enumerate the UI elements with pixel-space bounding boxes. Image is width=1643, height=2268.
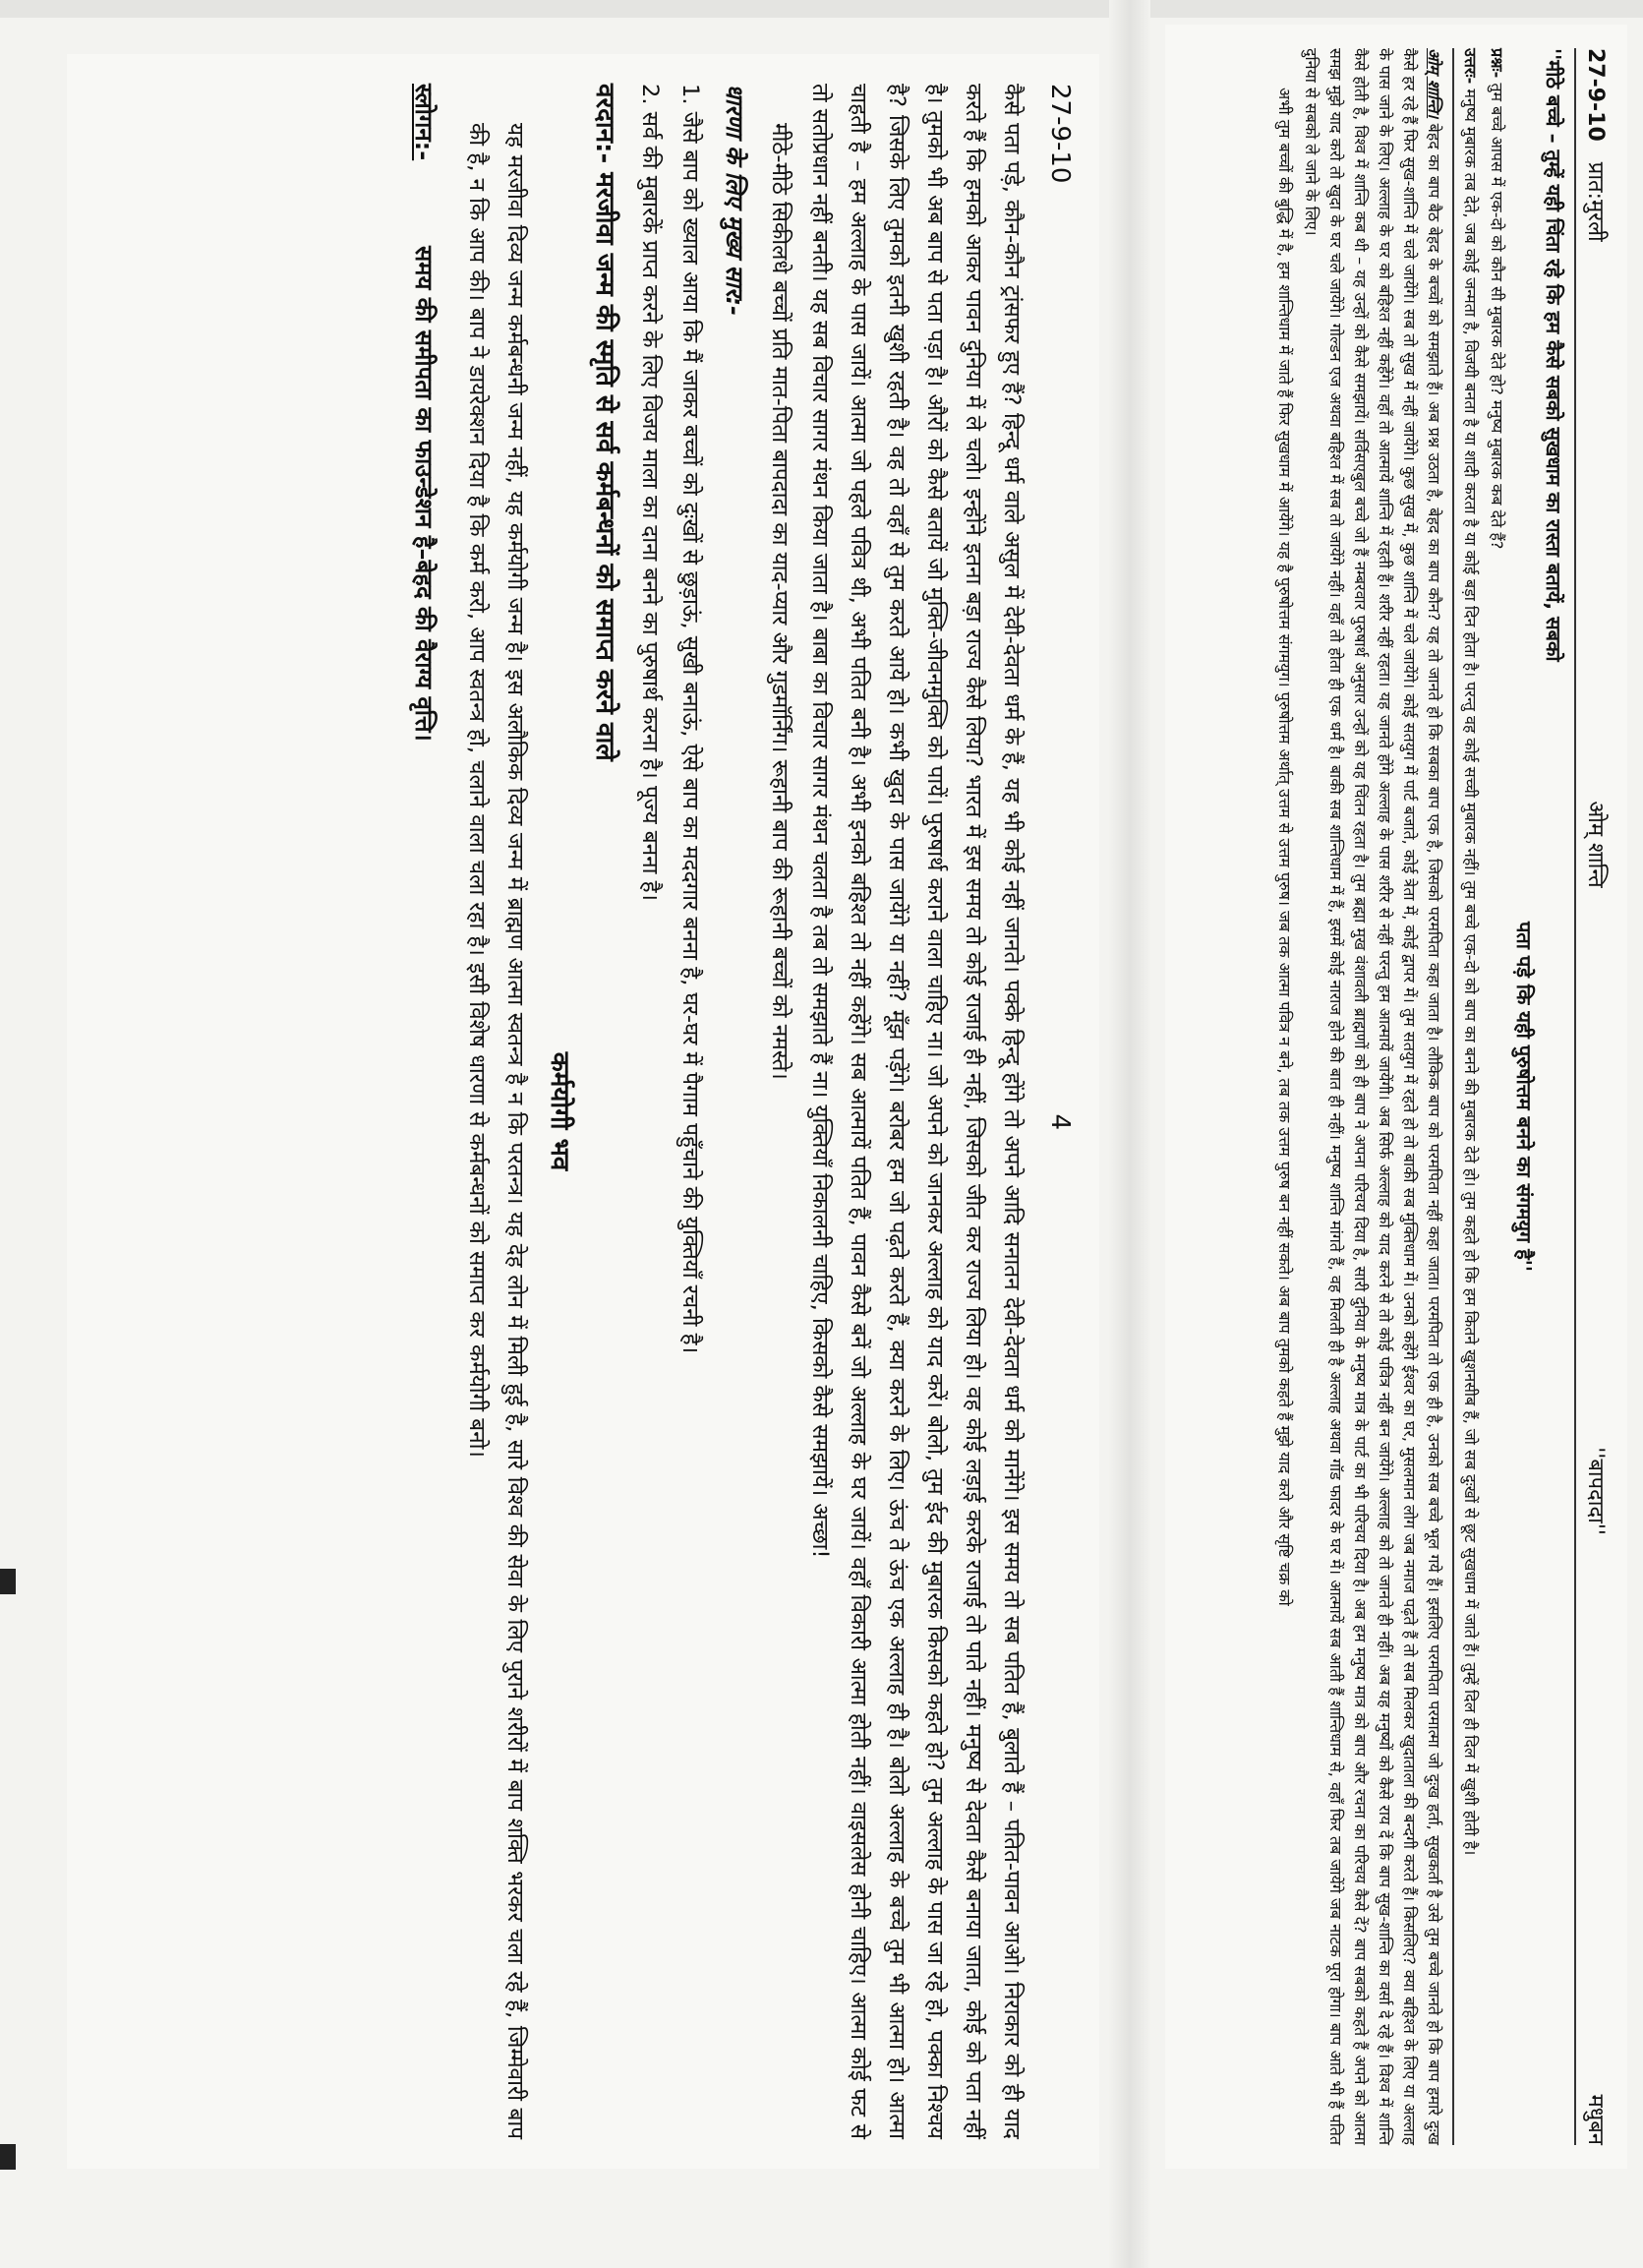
dharna-point: 2. सर्व की मुबारकें प्राप्त करने के लिए विजय माला का दाना बनने का पुरुषार्थ करना है। पूज्य बनना है। [637, 84, 663, 902]
prashn-label: प्रश्नः- [1488, 48, 1506, 79]
scan-edge-mark [0, 1569, 16, 1594]
murli-type: प्रात:मुरली [1583, 161, 1608, 242]
right-paragraph: बेहद का बाप बैठ बेहद के बच्चों को समझाते हैं। अब प्रश्न उठता है, बेहद का बाप कौन? यह तो जानते हो कि सबका बाप एक है, जिसको परमपिता कहा जाता है। लौकिक बाप को परमपिता नहीं कहा जाता। परमपिता तो एक ही है, उनको सब बच्चे भूल गये हैं। इसलिए परमपिता परमात्मा जो दुःख हर्ता, सुखकर्ता है उसे तुम बच्चे जानते हो कि बाप हमारे दुःख कैसे हर रहे हैं फिर सुख-शान्ति में चले जायेंगे। सब तो सुख में नहीं जायेंगे। कुछ सुख में, कुछ शान्ति में चले जायेंगे। कोई सतयुग में पार्ट बजाते, कोई त्रेता में, कोई द्वापर में। तुम सतयुग में रहते हो तो बाकी सब मुक्तिधाम में। उनको कहेंगे ईश्वर का घर, मुसलमान लोग जब नमाज पढ़ते हैं तो सब मिलकर खुदाताला की बन्दगी करते हैं। किसलिए? क्या बहिश्त के लिए या अल्लाह के पास जाने के लिए। अल्लाह के घर को बहिश्त नहीं कहेंगे। वहाँ तो आत्मायें शान्ति में रहती हैं। शरीर नहीं रहता। यह जानते होंगे अल्लाह के पास शरीर से नहीं परन्तु हम आत्मायें जायेंगी। अब सिर्फ अल्लाह को याद करने से तो कोई पवित्र नहीं बन जायेंगे। अल्लाह को तो जानते ही नहीं। अब यह मनुष्यों को कैसे राय दें कि बाप सुख-शान्ति का वर्सा दे रहे हैं। विश्व में शान्ति कैसे होती है, विश्व में शान्ति कब थी – यह उन्हों को कैसे समझायें। सर्विसएबुल बच्चे जो हैं नम्बरवार पुरुषार्थ अनुसार उन्हों को यह चिंतन रहता है। तुम ब्रह्मा मुख वंशावली ब्राह्मणों को ही बाप ने अपना परिचय दिया है, सारी दुनिया के मनुष्य मात्र के पार्ट का भी परिचय दिया है। अब हम मनुष्य मात्र को बाप और रचना का परिचय कैसे दें? बाप सबको कहते हैं अपने को आत्मा समझ मुझे याद करो तो खुदा के घर चले जायेंगे। गोल्डन एज अथवा बहिश्त में सब तो जायेंगे नहीं। वहाँ तो होता ही एक धर्म है। बाकी सब शान्तिधाम में हैं, इसमें कोई नाराज होने की बात ही नहीं। मनुष्य शान्ति मांगते हैं, वह मिलती ही है अल्लाह अथवा गॉड फादर के घर में। आत्मायें सब आती हैं शान्तिधाम से, वहाँ फिर तब जायेंगे जब नाटक पूरा होगा। बाप आते भी हैं पतित दुनिया से सबको ले जाने के लिए। [1302, 48, 1443, 2146]
murli-title-line2: पता पड़े कि यही पुरुषोत्तम बनने का संगमयुग है'' [1512, 921, 1536, 1273]
vardaan-heading-line2: कर्मयोगी भव [545, 1051, 574, 1171]
right-paragraph: अभी तुम बच्चों की बुद्धि में है, हम शान्तिधाम में जाते हैं फिर सुखधाम में आयेंगे। यह है पुरुषोत्तम संगमयुग। पुरुषोत्तम अर्थात् उत्तम से उत्तम पुरुष। जब तक आत्मा पवित्र न बने, तब तक उत्तम पुरुष बन नहीं सकते। अब बाप तुमको कहते हैं मुझे याद करो और सृष्टि चक्र को [1275, 88, 1294, 1606]
page-fold [1109, 0, 1150, 2268]
page-number: 4 [1045, 1113, 1075, 1131]
left-paragraph: मीठे-मीठे सिकीलधे बच्चों प्रति मात-पिता बापदादा का याद-प्यार और गुडमॉर्निंग। रूहानी बाप की रूहानी बच्चों को नमस्ते। [767, 123, 792, 1080]
header-bapdada: ''बापदादा'' [1583, 1447, 1608, 1535]
slogan-label: स्लोगन:- [410, 84, 438, 161]
scan-top-edge [0, 0, 1643, 18]
scan-edge-mark [0, 2144, 16, 2170]
right-page [1165, 25, 1627, 2169]
slogan-text: समय की समीपता का फाउन्डेशन है–बेहद की वैराग्य वृत्ति। [410, 245, 438, 742]
vardaan-heading: वरदान:- मरजीवा जन्म की स्मृति से सर्व कर्मबन्धनों को समाप्त करने वाले [590, 84, 619, 761]
om-shanti-label: ओम् शान्ति। [1425, 48, 1443, 119]
left-page [67, 54, 1099, 2169]
vardaan-text: यह मरजीवा दिव्य जन्म कर्मबन्धनी जन्म नहीं, यह कर्मयोगी जन्म है। इस अलौकिक दिव्य जन्म में ब्राह्मण आत्मा स्वतन्त्र है न कि परतन्त्र। यह देह लोन में मिली हुई है, सारे विश्व की सेवा के लिए पुराने शरीरों में बाप शक्ति भरकर चला रहे हैं, जिम्मेवारी बाप की है, न कि आप की। बाप ने डायरेक्शन दिया है कि कर्म करो, आप स्वतन्त्र हो, चलाने वाला चला रहा है। इसी विशेष धारणा से कर्मबन्धनों को समाप्त कर कर्मयोगी बनो। [464, 123, 528, 2139]
header-rule [1574, 48, 1576, 2145]
left-page-date: 27-9-10 [1045, 84, 1075, 184]
left-page-header [1040, 84, 1080, 2139]
section-rule [1452, 48, 1454, 2145]
left-paragraph: कैसे पता पड़े, कौन-कौन ट्रांसफर हुए हैं? हिन्दू धर्म वाले असुल में देवी-देवता धर्म के हैं, यह भी कोई नहीं जानते। पक्के हिन्दू होंगे तो अपने आदि सनातन देवी-देवता धर्म को मानेंगे। इस समय तो सब पतित हैं, बुलाते हैं – पतित-पावन आओ। निराकार को ही याद करते हैं कि हमको आकर पावन दुनिया में ले चलो। इन्होंने इतना बड़ा राज्य कैसे लिया? भारत में इस समय तो कोई राजाई ही नहीं, जिसको जीत कर राज्य लिया हो। वह कोई लड़ाई करके राजाई तो पाते नहीं। मनुष्य से देवता कैसे बनाया जाता, कोई को पता नहीं है। तुमको भी अब बाप से पता पड़ा है। औरों को कैसे बतायें जो मुक्ति-जीवनमुक्ति को पायें। पुरुषार्थ कराने वाला चाहिए ना। जो अपने को जानकर अल्लाह को याद करें। बोलो, तुम ईद की मुबारक किसको कहते हो? तुम अल्लाह के पास जा रहे हो, पक्का निश्चय है? जिसके लिए तुमको इतनी खुशी रहती है। वह तो वहाँ से तुम करते आये हो। कभी खुदा के पास जायेंगे या नहीं? मूँझ पड़ेंगे। बरोबर हम जो पढ़ते करते हैं, क्या करने के लिए। ऊंच ते ऊंच एक अल्लाह ही है। बोलो अल्लाह के बच्चे तुम भी आत्मा हो। आत्मा चाहती है – हम अल्लाह के पास जायें। आत्मा जो पहले पवित्र थी, अभी पतित बनी है। अभी इनको बहिश्त तो नहीं कहेंगे। सब आत्मायें पतित हैं, पावन कैसे बनें जो अल्लाह के घर जायें। वहाँ विकारी आत्मा होती नहीं। वाइसलेस होनी चाहिए। आत्मा कोई फट से तो सतोप्रधान नहीं बनती। यह सब विचार सागर मंथन किया जाता है। बाबा का विचार सागर मंथन चलता है तब तो समझाते हैं ना। युक्तियाँ निकालनी चाहिए, किसको कैसे समझायें। अच्छा! [807, 84, 1025, 2139]
header-location: मधुबन [1583, 2094, 1608, 2145]
murli-title: ''मीठे बच्चे – तुम्हें यही चिंता रहे कि हम कैसे सबको सुखधाम का रास्ता बतायें, सबको [1542, 48, 1565, 662]
header-om-shanti: ओम् शान्ति [1583, 801, 1608, 888]
right-page-header [1580, 48, 1614, 2145]
right-page-date: 27-9-10 [1583, 48, 1608, 142]
dharna-heading: धारणा के लिए मुख्य सार:- [721, 84, 748, 317]
uttar-text: मनुष्य मुबारक तब देते, जब कोई जन्मता है, विजयी बनता है या शादी करता है या कोई बड़ा दिन होता है। परन्तु वह कोई सच्ची मुबारक नहीं। तुम बच्चे एक-दो को बाप का बनने की मुबारक देते हो। तुम कहते हो कि हम कितने खुशनसीब हैं, जो सब दुःखों से छूट सुखधाम में जाते हैं। तुम्हें दिल ही दिल में खुशी होती है। [1461, 89, 1480, 1856]
prashn-text: तुम बच्चे आपस में एक-दो को कौन सी मुबारक देते हो? मनुष्य मुबारक कब देते हैं? [1488, 83, 1506, 550]
dharna-point: 1. जैसे बाप को ख्याल आया कि मैं जाकर बच्चों को दुःखों से छुड़ाऊं, सुखी बनाऊं, ऐसे बाप का मददगार बनना है, घर-घर में पैगाम पहुँचाने की युक्तियाँ रचनी है। [677, 84, 703, 1354]
uttar-label: उत्तरः- [1461, 48, 1480, 85]
